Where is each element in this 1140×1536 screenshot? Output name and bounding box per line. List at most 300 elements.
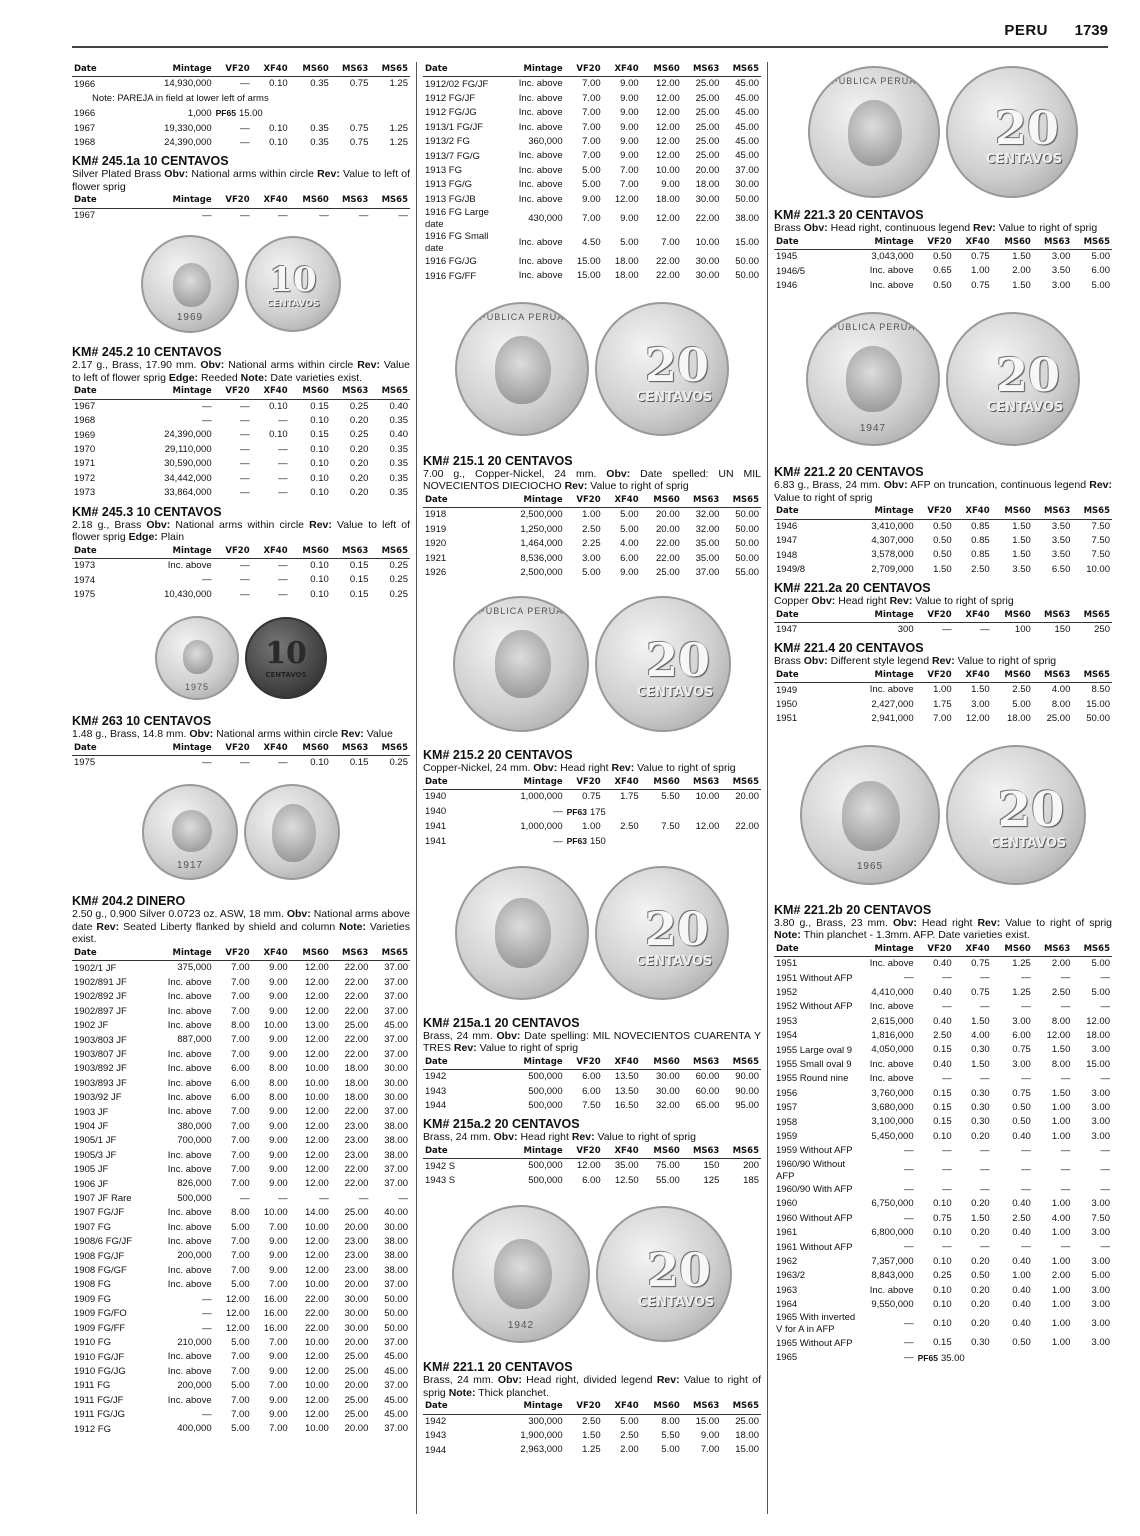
coin-reverse-20: 20 CENTAVOS: [946, 66, 1078, 198]
table-row: 1941 1,000,000 1.00 2.50 7.50 12.00 22.00: [425, 821, 759, 833]
coin-obverse-arms: 1917: [142, 784, 238, 880]
table-row: 1972 34,442,000 — — 0.10 0.20 0.35: [74, 472, 408, 484]
table-row: 1910 FG/JF Inc. above 7.00 9.00 12.00 25.00 45.00: [74, 1351, 408, 1363]
listing-km204-2-cont: [423, 62, 761, 284]
table-row: 1913/7 FG/G Inc. above 7.00 9.00 12.00 25.00 45.00: [425, 150, 759, 162]
listing-km221-4: [774, 641, 1112, 726]
price-table: [72, 544, 410, 603]
coin-reverse-20: 20 CENTAVOS: [946, 745, 1086, 885]
table-row: 1940 — PF63 175: [425, 806, 606, 818]
listing-description: 6.83 g., Brass, 24 mm. Obv: AFP on truncation, continuous legend Rev: Value to right of sprig: [774, 479, 1112, 504]
table-row: 1903/92 JF Inc. above 6.00 8.00 10.00 18.00 30.00: [74, 1092, 408, 1104]
listing-km215a-1: [423, 1016, 761, 1114]
column-header: MS65: [1072, 608, 1112, 623]
column-header: XF40: [603, 493, 641, 508]
column-header: Mintage: [508, 1144, 565, 1159]
column-divider: [416, 62, 417, 1514]
coin-images: [423, 586, 761, 742]
table-row: 1912/02 FG/JF Inc. above 7.00 9.00 12.00 25.00 45.00: [425, 78, 759, 90]
column-header: MS63: [682, 1144, 722, 1159]
table-row: 1921 8,536,000 3.00 6.00 22.00 35.00 50.00: [425, 552, 759, 564]
column-header: Mintage: [157, 946, 214, 961]
table-row: 1963/2 8,843,000 0.25 0.50 1.00 2.00 5.00: [776, 1270, 1110, 1282]
listing-title: KM# 245.3 10 CENTAVOS: [72, 504, 222, 519]
column-header: Date: [72, 544, 157, 559]
table-row: 1910 FG 210,000 5.00 7.00 10.00 20.00 37.00: [74, 1336, 408, 1349]
column-header: Mintage: [859, 235, 916, 250]
table-row: 1968 — — — 0.10 0.20 0.35: [74, 415, 408, 427]
column-header: MS63: [331, 946, 371, 961]
column-header: VF20: [916, 608, 954, 623]
table-row: 1905/1 JF 700,000 7.00 9.00 12.00 23.00 38.00: [74, 1135, 408, 1147]
coin-reverse-20: 20 CENTAVOS: [596, 1206, 732, 1342]
column-header: MS60: [641, 493, 682, 508]
table-row: 1913 FG/JB Inc. above 9.00 12.00 18.00 30.00 50.00: [425, 193, 759, 205]
column-header: MS60: [992, 942, 1033, 957]
column-header: MS65: [1072, 504, 1112, 519]
table-row: 1940 1,000,000 0.75 1.75 5.50 10.00 20.00: [425, 791, 759, 803]
table-row: 1955 Small oval 9 Inc. above 0.40 1.50 3.00 8.00 15.00: [776, 1058, 1110, 1071]
coin-obverse-head: [455, 866, 589, 1000]
price-table: [774, 668, 1112, 727]
table-row: 1956 3,760,000 0.15 0.30 0.75 1.50 3.00: [776, 1087, 1110, 1099]
column-header: XF40: [252, 193, 290, 208]
column-header: Mintage: [859, 668, 916, 683]
column-header: MS63: [331, 384, 371, 399]
column-header: MS63: [1033, 504, 1073, 519]
column-header: XF40: [603, 1144, 641, 1159]
listing-title: KM# 221.4 20 CENTAVOS: [774, 641, 924, 656]
column-header: MS63: [682, 62, 722, 77]
table-row: 1962 7,357,000 0.10 0.20 0.40 1.00 3.00: [776, 1255, 1110, 1267]
price-table: [774, 942, 1112, 1367]
table-row: 1957 3,680,000 0.15 0.30 0.50 1.00 3.00: [776, 1102, 1110, 1114]
table-row: 1926 2,500,000 5.00 9.00 25.00 37.00 55.00: [425, 566, 759, 579]
column-header: MS60: [641, 1144, 682, 1159]
listing-title: KM# 245.1a 10 CENTAVOS: [72, 154, 229, 169]
table-row: 1953 2,615,000 0.40 1.50 3.00 8.00 12.00: [776, 1015, 1110, 1027]
coin-images: [423, 856, 761, 1010]
table-row: 1907 FG/JF Inc. above 8.00 10.00 14.00 25.00 40.00: [74, 1207, 408, 1219]
column-header: VF20: [214, 946, 252, 961]
table-row: 1975 — — — 0.10 0.15 0.25: [74, 757, 408, 769]
coin-reverse-10: 10 CENTAVOS: [245, 236, 341, 332]
column-header: MS65: [1072, 235, 1112, 250]
table-row: 1944 500,000 7.50 16.50 32.00 65.00 95.00: [425, 1100, 759, 1112]
table-row: 1943 500,000 6.00 13.50 30.00 60.00 90.00: [425, 1085, 759, 1097]
page-number: 1739: [1074, 22, 1108, 39]
table-row: 1965 Without AFP — 0.15 0.30 0.50 1.00 3.00: [776, 1337, 1110, 1349]
page-header: [72, 18, 1108, 48]
column-header: Date: [72, 193, 157, 208]
table-row: 1951 Inc. above 0.40 0.75 1.25 2.00 5.00: [776, 958, 1110, 970]
column-header: VF20: [565, 1055, 603, 1070]
price-table: [423, 1055, 761, 1114]
listing-title: KM# 221.2b 20 CENTAVOS: [774, 902, 932, 917]
column-header: Date: [423, 1055, 508, 1070]
column-right: [774, 62, 1112, 1366]
table-row: 1967 — — — — — —: [74, 209, 408, 222]
column-header: VF20: [565, 1144, 603, 1159]
column-header: MS65: [721, 1399, 761, 1414]
listing-km245-1: [72, 62, 410, 150]
table-row: 1902 JF Inc. above 8.00 10.00 13.00 25.00 45.00: [74, 1019, 408, 1032]
column-header: Mintage: [508, 1055, 565, 1070]
table-row: 1903/892 JF Inc. above 6.00 8.00 10.00 18.00 30.00: [74, 1063, 408, 1075]
column-header: MS60: [290, 193, 331, 208]
column-header: MS63: [331, 62, 371, 77]
column-header: XF40: [252, 544, 290, 559]
coin-obverse-head: 1965: [800, 745, 940, 885]
listing-description: Brass, 24 mm. Obv: Head right, divided legend Rev: Value to right of sprig Note: Thick planchet.: [423, 1374, 762, 1399]
table-row: 1974 — — — 0.10 0.15 0.25: [74, 574, 408, 586]
listing-km221-2b: [774, 903, 1112, 1367]
coin-images: [774, 62, 1112, 202]
table-row: 1908 FG Inc. above 5.00 7.00 10.00 20.00 37.00: [74, 1279, 408, 1291]
table-row: 1916 FG Small date Inc. above 4.50 5.00 7.00 10.00 15.00: [425, 231, 759, 255]
table-row: 1903/807 JF Inc. above 7.00 9.00 12.00 22.00 37.00: [74, 1048, 408, 1060]
listing-km245-3: [72, 505, 410, 603]
listing-description: Brass Obv: Head right, continuous legend Rev: Value to right of sprig: [774, 222, 1098, 234]
table-row: 1964 9,550,000 0.10 0.20 0.40 1.00 3.00: [776, 1298, 1110, 1311]
table-row: 1959 Without AFP — — — — — —: [776, 1145, 1110, 1157]
table-row: 1916 FG/JG Inc. above 15.00 18.00 22.00 30.00 50.00: [425, 256, 759, 268]
table-row: 1909 FG/FO — 12.00 16.00 22.00 30.00 50.00: [74, 1308, 408, 1320]
column-header: MS63: [1033, 668, 1073, 683]
listing-title: KM# 215.1 20 CENTAVOS: [423, 453, 573, 468]
table-row: 1908 FG/JF 200,000 7.00 9.00 12.00 23.00 38.00: [74, 1250, 408, 1262]
listing-km245-1a: [72, 154, 410, 223]
column-header: VF20: [565, 493, 603, 508]
listing-title: KM# 215.2 20 CENTAVOS: [423, 748, 573, 763]
table-row: 1912 FG/JF Inc. above 7.00 9.00 12.00 25.00 45.00: [425, 92, 759, 105]
column-header: MS63: [331, 544, 371, 559]
table-row: 1942 500,000 6.00 13.50 30.00 60.00 90.00: [425, 1071, 759, 1083]
column-header: MS65: [370, 384, 410, 399]
table-row: 1942 300,000 2.50 5.00 8.00 15.00 25.00: [425, 1415, 759, 1427]
column-header: MS63: [1033, 608, 1073, 623]
column-header: XF40: [252, 384, 290, 399]
column-header: MS63: [682, 1055, 722, 1070]
coin-obverse-head: REPUBLICA PERUANA: [455, 302, 589, 436]
table-row: 1903/803 JF 887,000 7.00 9.00 12.00 22.00 37.00: [74, 1034, 408, 1046]
column-header: MS60: [290, 544, 331, 559]
coin-obverse-head: REPUBLICA PERUANA: [808, 66, 940, 198]
table-row: 1951 2,941,000 7.00 12.00 18.00 25.00 50.00: [776, 713, 1110, 725]
column-header: Date: [774, 235, 859, 250]
table-row: 1955 Large oval 9 4,050,000 0.15 0.30 0.75 1.50 3.00: [776, 1044, 1110, 1056]
price-table: [72, 384, 410, 500]
column-header: Mintage: [508, 775, 565, 790]
table-row: 1902/892 JF Inc. above 7.00 9.00 12.00 22.00 37.00: [74, 991, 408, 1003]
column-header: XF40: [252, 62, 290, 77]
coin-images: [423, 1194, 761, 1354]
column-header: VF20: [214, 741, 252, 756]
column-header: Date: [423, 1399, 508, 1414]
column-header: MS63: [682, 775, 722, 790]
column-header: VF20: [214, 193, 252, 208]
column-header: MS65: [721, 493, 761, 508]
table-row: 1966 1,000 PF65 15.00: [74, 107, 263, 120]
column-header: VF20: [565, 62, 603, 77]
column-header: Mintage: [859, 608, 916, 623]
column-header: Date: [72, 741, 157, 756]
column-header: Date: [423, 62, 508, 77]
table-row: 1913 FG/G Inc. above 5.00 7.00 9.00 18.00 30.00: [425, 179, 759, 191]
column-header: MS65: [370, 544, 410, 559]
table-row: 1967 19,330,000 — 0.10 0.35 0.75 1.25: [74, 122, 408, 134]
table-row: 1942 S 500,000 12.00 35.00 75.00 150 200: [425, 1160, 759, 1172]
listing-description: 2.17 g., Brass, 17.90 mm. Obv: National arms within circle Rev: Value to left of flower sprig Edge: Reeded Note: Date varieties exist.: [72, 359, 410, 384]
column-header: MS60: [290, 741, 331, 756]
price-table: [72, 741, 410, 771]
coin-reverse-20: 20 CENTAVOS: [595, 302, 729, 436]
table-row: 1966 14,930,000 — 0.10 0.35 0.75 1.25: [74, 78, 408, 90]
table-row: 1946/5 Inc. above 0.65 1.00 2.00 3.50 6.00: [776, 265, 1110, 277]
listing-km215-2: [423, 748, 761, 850]
table-row: 1947 4,307,000 0.50 0.85 1.50 3.50 7.50: [776, 534, 1110, 547]
listing-description: Copper-Nickel, 24 mm. Obv: Head right Rev: Value to right of sprig: [423, 762, 736, 775]
listing-title: KM# 215a.1 20 CENTAVOS: [423, 1015, 580, 1030]
table-row: 1905/3 JF Inc. above 7.00 9.00 12.00 23.00 38.00: [74, 1149, 408, 1161]
column-header: XF40: [954, 942, 992, 957]
column-header: MS65: [1072, 668, 1112, 683]
column-header: MS63: [1033, 942, 1073, 957]
table-row: 1913/1 FG/JF Inc. above 7.00 9.00 12.00 25.00 45.00: [425, 121, 759, 133]
listing-km221-2a: [774, 581, 1112, 637]
table-row: 1943 S 500,000 6.00 12.50 55.00 125 185: [425, 1174, 759, 1186]
table-row: 1948 3,578,000 0.50 0.85 1.50 3.50 7.50: [776, 549, 1110, 561]
table-row: 1949/8 2,709,000 1.50 2.50 3.50 6.50 10.00: [776, 563, 1110, 575]
column-header: Date: [774, 942, 859, 957]
coin-reverse-10: 10 CENTAVOS: [245, 617, 327, 699]
table-row: 1943 1,900,000 1.50 2.50 5.50 9.00 18.00: [425, 1430, 759, 1442]
price-table: [423, 1399, 761, 1458]
column-header: XF40: [954, 235, 992, 250]
table-row: 1965 With inverted V for A in AFP — 0.10 0.20 0.40 1.00 3.00: [776, 1312, 1110, 1336]
column-header: Date: [423, 1144, 508, 1159]
column-header: Mintage: [859, 504, 916, 519]
table-row: 1960 Without AFP — 0.75 1.50 2.50 4.00 7.50: [776, 1212, 1110, 1224]
column-header: Mintage: [508, 1399, 565, 1414]
column-header: Date: [774, 668, 859, 683]
column-header: MS60: [290, 62, 331, 77]
listing-km263: [72, 714, 410, 770]
table-row: 1960 6,750,000 0.10 0.20 0.40 1.00 3.00: [776, 1198, 1110, 1210]
table-row: 1973 Inc. above — — 0.10 0.15 0.25: [74, 559, 408, 572]
column-header: Mintage: [157, 193, 214, 208]
listing-title: KM# 215a.2 20 CENTAVOS: [423, 1117, 580, 1132]
column-header: MS65: [1072, 942, 1112, 957]
table-row: 1905 JF Inc. above 7.00 9.00 12.00 22.00 37.00: [74, 1164, 408, 1176]
price-table: [423, 62, 761, 284]
column-header: VF20: [214, 384, 252, 399]
coin-images: [72, 776, 410, 888]
column-header: MS65: [370, 741, 410, 756]
column-header: Date: [72, 62, 157, 77]
column-header: Mintage: [157, 62, 214, 77]
table-row: 1911 FG/JF Inc. above 7.00 9.00 12.00 25.00 45.00: [74, 1394, 408, 1406]
table-row: 1952 4,410,000 0.40 0.75 1.25 2.50 5.00: [776, 986, 1110, 999]
table-row: 1958 3,100,000 0.15 0.30 0.50 1.00 3.00: [776, 1116, 1110, 1128]
coin-obverse-head: REPUBLICA PERUANA: [453, 596, 589, 732]
table-row: 1941 — PF63 150: [425, 835, 606, 848]
listing-km221-1: [423, 1360, 761, 1458]
table-row: 1908 FG/GF Inc. above 7.00 9.00 12.00 23.00 38.00: [74, 1264, 408, 1277]
listing-description: 2.50 g., 0.900 Silver 0.0723 oz. ASW, 18 mm. Obv: National arms above date Rev: Seated Liberty flanked by shield and column Note: Varieties exist.: [72, 908, 410, 946]
price-table: [774, 504, 1112, 577]
listing-km215a-2: [423, 1117, 761, 1188]
column-header: XF40: [603, 1055, 641, 1070]
table-row: 1960/90 Without AFP — — — — — —: [776, 1158, 1110, 1182]
table-row: 1945 3,043,000 0.50 0.75 1.50 3.00 5.00: [776, 250, 1110, 263]
column-header: MS60: [992, 668, 1033, 683]
price-table: [72, 946, 410, 1437]
table-row: 1919 1,250,000 2.50 5.00 20.00 32.00 50.00: [425, 523, 759, 535]
coin-reverse-20: 20 CENTAVOS: [595, 596, 731, 732]
column-header: VF20: [916, 504, 954, 519]
table-row: 1912 FG/JG Inc. above 7.00 9.00 12.00 25.00 45.00: [425, 107, 759, 119]
table-row: 1902/1 JF 375,000 7.00 9.00 12.00 22.00 37.00: [74, 962, 408, 974]
column-header: XF40: [252, 946, 290, 961]
column-header: Date: [72, 946, 157, 961]
listing-km221-2: [774, 465, 1112, 577]
table-row: 1946 Inc. above 0.50 0.75 1.50 3.00 5.00: [776, 279, 1110, 291]
column-header: MS60: [641, 1399, 682, 1414]
column-header: Mintage: [157, 741, 214, 756]
listing-title: KM# 221.2a 20 CENTAVOS: [774, 581, 931, 596]
table-row: 1913/2 FG 360,000 7.00 9.00 12.00 25.00 45.00: [425, 136, 759, 148]
column-left: [72, 62, 410, 1437]
table-row: 1967 — — 0.10 0.15 0.25 0.40: [74, 400, 408, 412]
listing-km221-3: [774, 208, 1112, 293]
table-row: 1946 3,410,000 0.50 0.85 1.50 3.50 7.50: [776, 520, 1110, 532]
column-header: MS63: [331, 741, 371, 756]
listing-km245-2: [72, 345, 410, 500]
table-row: 1910 FG/JG Inc. above 7.00 9.00 12.00 25.00 45.00: [74, 1365, 408, 1377]
coin-obverse-head: 1942: [452, 1205, 590, 1343]
table-row: 1961 Without AFP — — — — — —: [776, 1241, 1110, 1253]
column-header: MS63: [682, 1399, 722, 1414]
column-header: Date: [423, 775, 508, 790]
column-header: XF40: [603, 775, 641, 790]
listing-description: 2.18 g., Brass Obv: National arms within circle Rev: Value to left of flower sprig Edge: Plain: [72, 518, 411, 543]
table-row: 1903 JF Inc. above 7.00 9.00 12.00 22.00 37.00: [74, 1106, 408, 1118]
column-header: MS60: [290, 946, 331, 961]
listing-title: KM# 204.2 DINERO: [72, 894, 186, 909]
column-header: MS63: [1033, 235, 1073, 250]
table-row: 1951 Without AFP — — — — — —: [776, 972, 1110, 984]
listing-description: Copper Obv: Head right Rev: Value to right of sprig: [774, 595, 1014, 608]
column-header: MS63: [331, 193, 371, 208]
table-row: 1959 5,450,000 0.10 0.20 0.40 1.00 3.00: [776, 1130, 1110, 1143]
column-divider: [767, 62, 768, 1514]
table-row: 1909 FG/FF — 12.00 16.00 22.00 30.00 50.00: [74, 1322, 408, 1334]
column-header: VF20: [916, 668, 954, 683]
table-row: 1975 10,430,000 — — 0.10 0.15 0.25: [74, 588, 408, 600]
table-row: 1960/90 With AFP — — — — — —: [776, 1183, 1110, 1195]
column-header: MS60: [641, 62, 682, 77]
table-row: 1911 FG/JG — 7.00 9.00 12.00 25.00 45.00: [74, 1408, 408, 1421]
table-row: 1970 29,110,000 — — 0.10 0.20 0.35: [74, 443, 408, 456]
column-header: MS63: [682, 493, 722, 508]
column-header: MS65: [721, 1144, 761, 1159]
column-header: VF20: [565, 1399, 603, 1414]
column-header: Mintage: [859, 942, 916, 957]
column-header: XF40: [954, 504, 992, 519]
column-header: VF20: [214, 544, 252, 559]
column-header: Mintage: [157, 384, 214, 399]
column-header: XF40: [603, 1399, 641, 1414]
table-row: 1944 2,963,000 1.25 2.00 5.00 7.00 15.00: [425, 1444, 759, 1456]
column-header: Mintage: [508, 493, 565, 508]
listing-description: Silver Plated Brass Obv: National arms within circle Rev: Value to left of flower sprig: [72, 168, 410, 193]
table-row: 1947 300 — — 100 150 250: [776, 624, 1110, 636]
coin-images: [72, 608, 410, 708]
column-header: Mintage: [157, 544, 214, 559]
table-row: 1949 Inc. above 1.00 1.50 2.50 4.00 8.50: [776, 684, 1110, 696]
listing-title: KM# 221.2 20 CENTAVOS: [774, 465, 924, 480]
column-header: MS60: [992, 608, 1033, 623]
column-header: MS65: [721, 1055, 761, 1070]
country-heading: PERU: [1004, 22, 1048, 39]
column-header: VF20: [214, 62, 252, 77]
listing-description: 3.80 g., Brass, 23 mm. Obv: Head right Rev: Value to right of sprig Note: Thin planchet - 1.3mm. AFP. Date varieties exist.: [774, 916, 1113, 942]
table-row: 1955 Round nine Inc. above — — — — —: [776, 1073, 1110, 1085]
column-header: MS60: [290, 384, 331, 399]
table-row: 1920 1,464,000 2.25 4.00 22.00 35.00 50.00: [425, 538, 759, 550]
table-row: 1952 Without AFP Inc. above — — — — —: [776, 1001, 1110, 1013]
column-header: MS65: [370, 946, 410, 961]
listing-title: KM# 263 10 CENTAVOS: [72, 714, 212, 729]
table-row: 1904 JF 380,000 7.00 9.00 12.00 23.00 38.00: [74, 1120, 408, 1133]
column-header: MS65: [370, 62, 410, 77]
column-header: XF40: [954, 668, 992, 683]
listing-description: Brass, 24 mm. Obv: Date spelling: MIL NOVECIENTOS CUARENTA Y TRES Rev: Value to right of sprig: [423, 1029, 761, 1055]
coin-images: [774, 733, 1112, 897]
price-table: [423, 775, 761, 850]
column-header: MS65: [721, 775, 761, 790]
table-row: 1909 FG — 12.00 16.00 22.00 30.00 50.00: [74, 1293, 408, 1305]
column-middle: [423, 62, 761, 1458]
price-table: [774, 235, 1112, 294]
column-header: MS60: [992, 235, 1033, 250]
price-table: [72, 193, 410, 223]
table-row: Note: PAREJA in field at lower left of arms: [92, 92, 269, 104]
table-row: 1916 FG Large date 430,000 7.00 9.00 12.00 22.00 38.00: [425, 207, 759, 231]
column-header: MS60: [641, 775, 682, 790]
listing-description: Brass, 24 mm. Obv: Head right Rev: Value to right of sprig: [423, 1131, 696, 1144]
listing-description: 7.00 g., Copper-Nickel, 24 mm. Obv: Date spelled: UN MIL NOVECIENTOS DIECIOCHO Rev: Value to right of sprig: [423, 467, 761, 493]
listing-title: KM# 245.2 10 CENTAVOS: [72, 345, 222, 360]
coin-reverse-liberty: [244, 784, 340, 880]
column-header: Mintage: [508, 62, 565, 77]
column-header: XF40: [603, 62, 641, 77]
table-row: 1973 33,864,000 — — 0.10 0.20 0.35: [74, 487, 408, 499]
price-table: [423, 1144, 761, 1188]
listing-title: KM# 221.1 20 CENTAVOS: [423, 1360, 573, 1375]
table-row: 1911 FG 200,000 5.00 7.00 10.00 20.00 37.00: [74, 1380, 408, 1392]
table-row: 1969 24,390,000 — 0.10 0.15 0.25 0.40: [74, 429, 408, 441]
listing-km215-1: [423, 454, 761, 580]
table-row: 1908/6 FG/JF Inc. above 7.00 9.00 12.00 23.00 38.00: [74, 1236, 408, 1248]
listing-km204-2: [72, 894, 410, 1436]
table-row: 1916 FG/FF Inc. above 15.00 18.00 22.00 30.00 50.00: [425, 270, 759, 282]
price-table: [72, 62, 410, 150]
table-row: 1954 1,816,000 2.50 4.00 6.00 12.00 18.00: [776, 1030, 1110, 1042]
table-row: 1912 FG 400,000 5.00 7.00 10.00 20.00 37.00: [74, 1423, 408, 1435]
column-header: Date: [423, 493, 508, 508]
